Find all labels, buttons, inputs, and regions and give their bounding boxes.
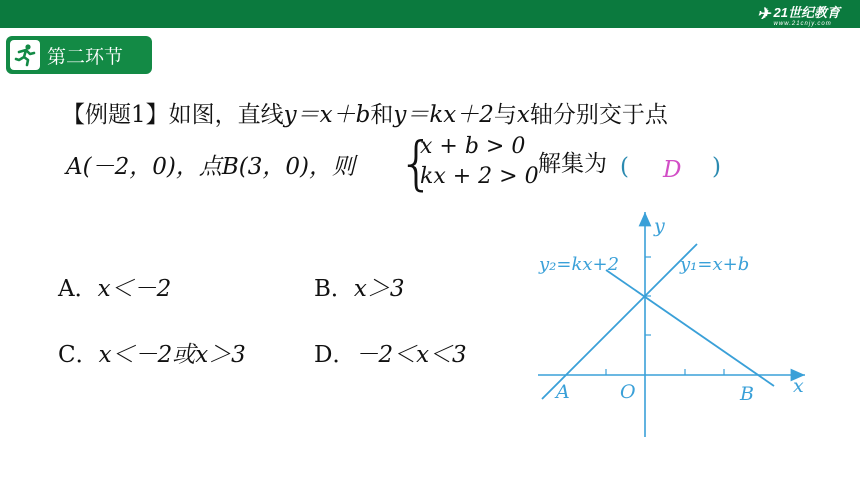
section-title: 第二环节 (47, 45, 124, 68)
line-y1-label: y₁=x+b (680, 254, 750, 275)
option-b[interactable]: B．x＞3 (314, 276, 405, 302)
answer-value: D (663, 157, 682, 183)
answer-paren-open: ( (620, 154, 629, 180)
option-c[interactable]: C．x＜－2或x＞3 (58, 342, 246, 368)
runner-logo-icon: ✈ (757, 6, 771, 23)
logo-text: 21世纪教育 www.21cnjy.com (773, 4, 840, 27)
option-a[interactable]: A．x＜－2 (58, 276, 172, 302)
origin-label: O (620, 381, 636, 403)
point-a-label: A (556, 381, 570, 403)
x-axis-label: x (793, 375, 804, 397)
line-y2-label: y₂=kx+2 (539, 254, 620, 275)
option-d[interactable]: D．－2＜x＜3 (314, 342, 467, 368)
solution-text: 解集为 (538, 151, 607, 177)
brace-symbol: { (398, 129, 435, 197)
point-b-label: B (740, 383, 754, 405)
line-y2 (606, 270, 774, 386)
question-line-2: A(－2，0)，点B(3，0)，则 (66, 154, 355, 180)
y-axis-label: y (654, 215, 665, 237)
inequality-1: x + b > 0 (420, 134, 526, 159)
inequality-2: kx + 2 > 0 (420, 164, 539, 189)
answer-paren-close: ) (712, 154, 721, 180)
question-line-1: 【例题1】如图，直线y＝x＋b和y＝kx＋2与x轴分别交于点 (62, 102, 668, 128)
